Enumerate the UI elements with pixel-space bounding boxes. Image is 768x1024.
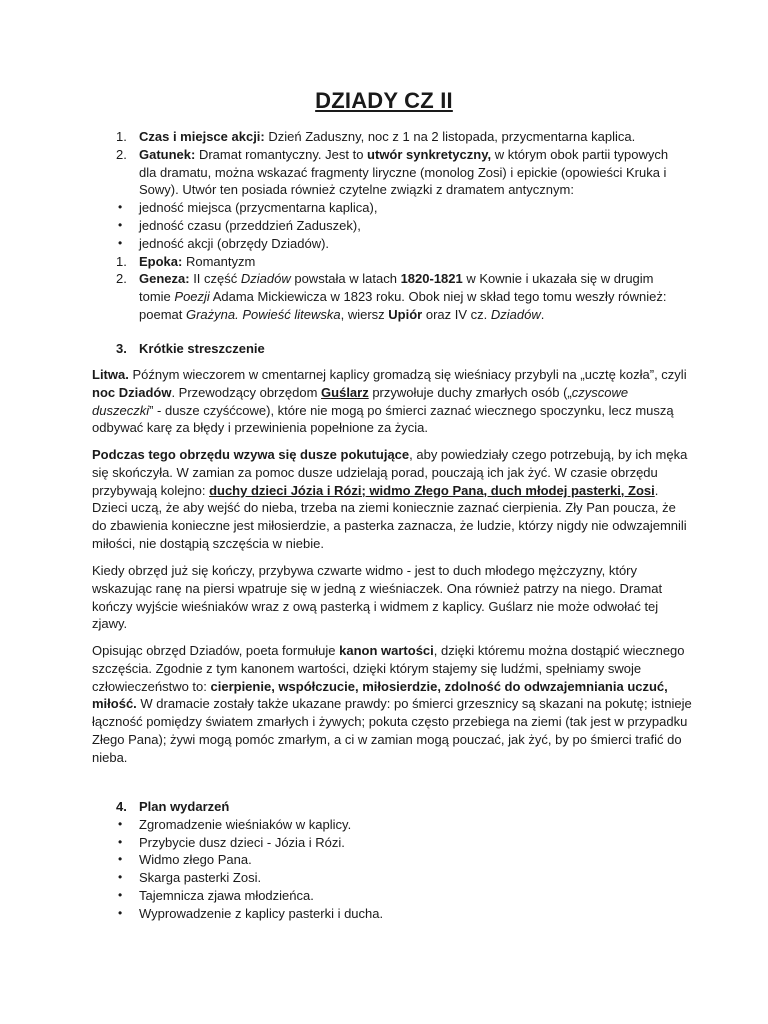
paragraph-obrzed: Podczas tego obrzędu wzywa się dusze pokutujące, aby powiedziały czego potrzebują, by ich męka się skończyła. W zamian za pomoc dusze udzielają porad, pouczają ich jak żyć. W czasie obrzędu przybywają kolejno: duchy dzieci Józia i Rózi; widmo Złego Pana, duch młodej pasterki, Zosi. Dzieci uczą, że aby wejść do nieba, trzeba na ziemi koniecznie zaznać cierpienia. Zły Pan poucza, że do zbawienia konieczne jest miłosierdzie, a pasterka zaznacza, że ludzie, którzy nigdy nie odwzajemnili miłości, nie dostąpią szczęścia w niebie.: [92, 447, 688, 551]
bullet-item: • Skarga pasterki Zosi.: [118, 870, 262, 886]
list-item-geneza: 2. Geneza: II część Dziadów powstała w latach 1820-1821 w Kownie i ukazała się w drugim tomie Poezji Adama Mickiewicza w 1823 roku. Obok niej w skład tego tomu weszły również: poemat Grażyna. Powieść litewska, wiersz Upiór oraz IV cz. Dziadów.: [116, 271, 667, 322]
page-title: DZIADY CZ II: [315, 88, 453, 113]
bullet-item: • Zgromadzenie wieśniaków w kaplicy.: [118, 816, 352, 832]
bullet-item: • jedność miejsca (przycmentarna kaplica),: [118, 200, 378, 216]
paragraph-kanon: Opisując obrzęd Dziadów, poeta formułuje kanon wartości, dzięki któremu można dostąpić wiecznego szczęścia. Zgodnie z tym kanonem wartości, dzięki którym stajemy się ludźmi, spełniamy swoje człowieczeństwo to: cierpienie, współczucie, miłosierdzie, zdolność do odwzajemniania uczuć, miłość. W dramacie zostały także ukazane prawdy: po śmierci grzesznicy są skazani na pokutę; istnieje łączność pomiędzy światem zmarłych i żywych; pokuta często przebiega na ziemi (tak jest w przypadku Złego Pana); żywi mogą pomóc zmarłym, a ci w zamian mogą pouczać, jak żyć, by po śmierci trafić do nieba.: [92, 643, 692, 765]
section-heading-streszczenie: 3. Krótkie streszczenie: [116, 341, 265, 356]
info-list: [92, 128, 682, 324]
paragraph-litwa: Litwa. Późnym wieczorem w cmentarnej kaplicy gromadzą się wieśniacy przybyli na „ucztę kozła”, czyli noc Dziadów. Przewodzący obrzędom Guślarz przywołuje duchy zmarłych osób („czyscowe duszeczki” - dusze czyśćcowe), które nie mogą po śmierci zaznać wiecznego spoczynku, lecz muszą odbywać karę za błędy i przewinienia popełnione za życia.: [92, 367, 687, 436]
plan-list: [92, 798, 682, 923]
list-item-gatunek: 2. Gatunek: Dramat romantyczny. Jest to utwór synkretyczny, w którym obok partii typowych dla dramatu, można wskazać fragmenty liryczne (monolog Zosi) i epickie (opowieści Kruka i Sowy). Utwór ten posiada również czytelne związki z dramatem antycznym:: [116, 146, 669, 198]
bullet-item: • Tajemnicza zjawa młodzieńca.: [118, 887, 314, 903]
bullet-item: • Widmo złego Pana.: [118, 852, 252, 868]
list-item-czas: 1. Czas i miejsce akcji: Dzień Zaduszny, noc z 1 na 2 listopada, przycmentarna kaplica.: [116, 129, 636, 144]
list-item-epoka: 1. Epoka: Romantyzm: [116, 253, 256, 269]
bullet-item: • jedność czasu (przeddzień Zaduszek),: [118, 217, 361, 233]
bullet-item: • jedność akcji (obrzędy Dziadów).: [118, 235, 330, 251]
bullet-item: • Przybycie dusz dzieci - Józia i Rózi.: [118, 834, 345, 850]
bullet-item: • Wyprowadzenie z kaplicy pasterki i ducha.: [118, 905, 384, 921]
section-heading-plan: 4. Plan wydarzeń: [116, 799, 230, 814]
paragraph-widmo: Kiedy obrzęd już się kończy, przybywa czwarte widmo - jest to duch młodego mężczyzny, który wskazując ranę na piersi wpatruje się w jedną z wieśniaczek. Ona również patrzy na niego. Dramat kończy wyjście wieśniaków wraz z ową pasterką i widmem z kaplicy. Guślarz nie może odwołać tej zjawy.: [92, 563, 663, 632]
